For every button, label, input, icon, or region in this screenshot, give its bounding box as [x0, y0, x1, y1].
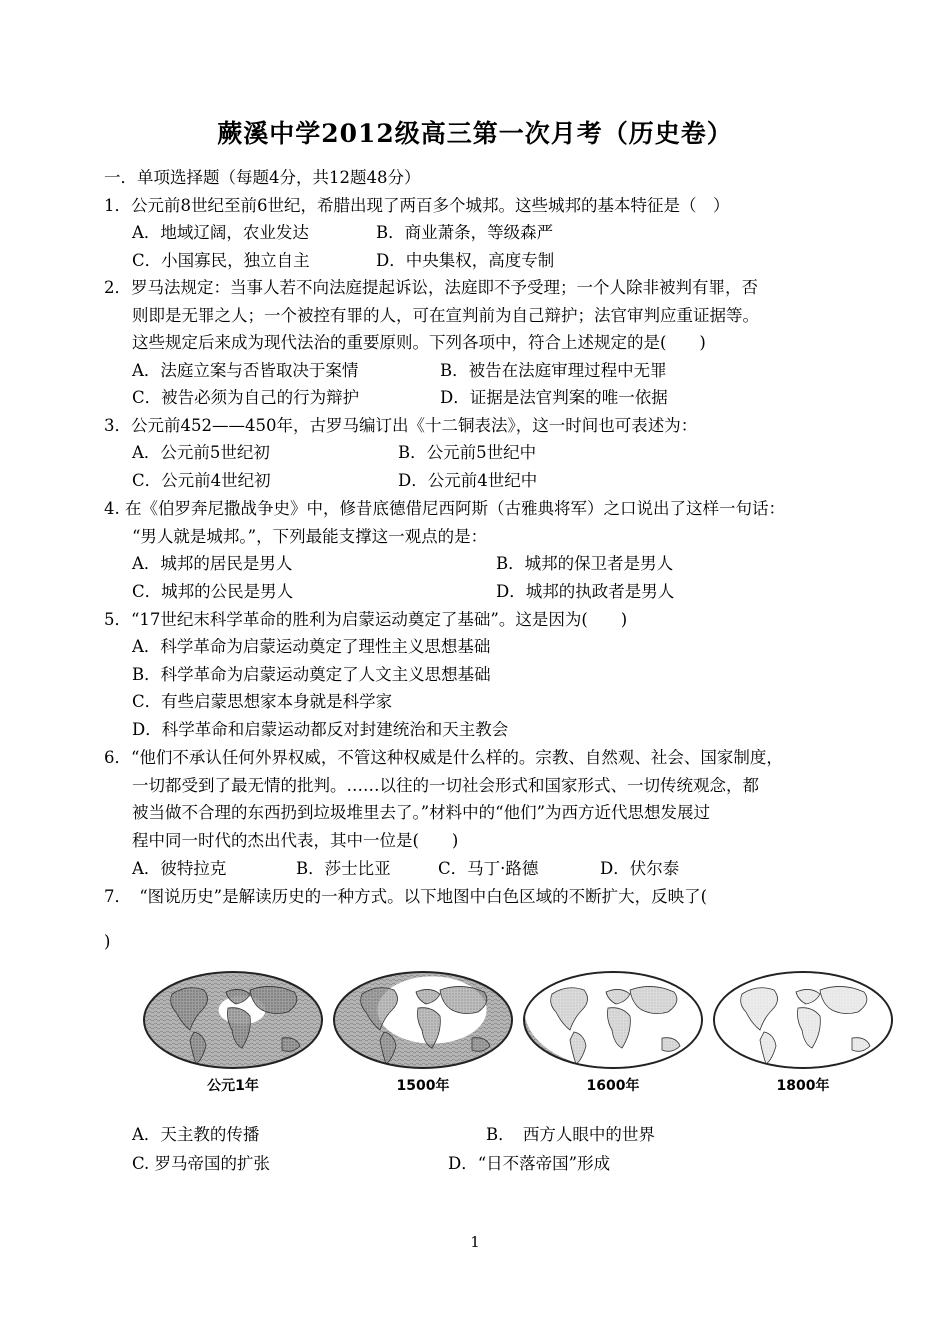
option-c: C．马丁·路德: [438, 859, 539, 878]
option-a: A．彼特拉克: [132, 859, 227, 878]
option-a: A．公元前5世纪初: [132, 443, 270, 462]
question-stem: 则即是无罪之人；一个被控有罪的人，可在宣判前为自己辩护；法官审判应重证据等。: [132, 306, 759, 325]
option-d: D．城邦的执政者是男人: [496, 582, 675, 601]
option-d: D．公元前4世纪中: [398, 471, 538, 490]
option-b: B． 西方人眼中的世界: [486, 1125, 655, 1144]
world-map-3: [524, 966, 720, 1094]
map-year-label: 公元1年: [207, 1078, 259, 1094]
option-c: C．公元前4世纪初: [132, 471, 271, 490]
question-stem: 一切都受到了最无情的批判。……以往的一切社会形式和国家形式、一切传统观念，都: [132, 776, 759, 795]
world-map-4: [689, 966, 901, 1094]
option-a: A．城邦的居民是男人: [132, 554, 293, 573]
option-d: D．伏尔泰: [600, 859, 680, 878]
question-stem: 7． “图说历史”是解读历史的一种方式。以下地图中白色区域的不断扩大，反映了(: [104, 887, 708, 906]
question-stem: 程中同一时代的杰出代表，其中一位是( ): [132, 831, 459, 850]
map-year-label: 1600年: [586, 1078, 640, 1094]
option-b: B．城邦的保卫者是男人: [496, 554, 674, 573]
option-b: B．商业萧条，等级森严: [376, 223, 554, 242]
option-b: B．科学革命为启蒙运动奠定了人文主义思想基础: [132, 665, 491, 684]
question-stem: 6．“他们不承认任何外界权威，不管这种权威是什么样的。宗教、自然观、社会、国家制度，: [104, 748, 783, 767]
question-stem: 4. 在《伯罗奔尼撒战争史》中，修昔底德借尼西阿斯（古雅典将军）之口说出了这样一句话：: [104, 499, 785, 518]
question-stem: 2．罗马法规定：当事人若不向法庭提起诉讼，法庭即不予受理；一个人除非被判有罪，否: [104, 278, 758, 297]
question-stem: ): [104, 932, 111, 951]
option-b: B．莎士比亚: [296, 859, 391, 878]
option-a: A．地域辽阔，农业发达: [132, 223, 309, 242]
option-a: A．天主教的传播: [132, 1125, 260, 1144]
option-c: C．有些启蒙思想家本身就是科学家: [132, 692, 393, 711]
option-d: D．证据是法官判案的唯一依据: [440, 388, 668, 407]
page-title: 蕨溪中学2012级高三第一次月考（历史卷）: [217, 119, 733, 148]
option-a: A．科学革命为启蒙运动奠定了理性主义思想基础: [132, 637, 491, 656]
question-stem: “男人就是城邦。”，下列最能支撑这一观点的是：: [132, 527, 488, 546]
question-stem: 这些规定后来成为现代法治的重要原则。下列各项中，符合上述规定的是( ): [132, 333, 706, 352]
section-heading: 一．单项选择题（每题4分，共12题48分）: [104, 168, 421, 187]
option-b: B．被告在法庭审理过程中无罪: [440, 361, 667, 380]
world-map-1: [144, 972, 322, 1094]
question-stem: 3．公元前452——450年，古罗马编订出《十二铜表法》，这一时间也可表述为：: [104, 416, 698, 435]
world-maps-figure: [138, 966, 900, 1096]
option-d: D．“日不落帝国”形成: [448, 1154, 611, 1173]
option-c: C．小国寡民，独立自主: [132, 251, 310, 270]
option-b: B．公元前5世纪中: [398, 443, 537, 462]
option-c: C．被告必须为自己的行为辩护: [132, 388, 360, 407]
question-stem: 1．公元前8世纪至前6世纪，希腊出现了两百多个城邦。这些城邦的基本特征是（ ）: [104, 196, 730, 215]
map-year-label: 1800年: [776, 1078, 830, 1094]
world-map-2: [334, 972, 512, 1094]
page-number: 1: [470, 1233, 480, 1251]
option-d: D．中央集权，高度专制: [376, 251, 555, 270]
question-stem: 被当做不合理的东西扔到垃圾堆里去了。”材料中的“他们”为西方近代思想发展过: [132, 803, 711, 822]
question-stem: 5．“17世纪末科学革命的胜利为启蒙运动奠定了基础”。这是因为( ): [104, 610, 628, 629]
option-a: A．法庭立案与否皆取决于案情: [132, 361, 359, 380]
map-year-label: 1500年: [396, 1078, 450, 1094]
option-c: C. 罗马帝国的扩张: [132, 1154, 271, 1173]
option-c: C．城邦的公民是男人: [132, 582, 294, 601]
option-d: D．科学革命和启蒙运动都反对封建统治和天主教会: [132, 720, 509, 739]
